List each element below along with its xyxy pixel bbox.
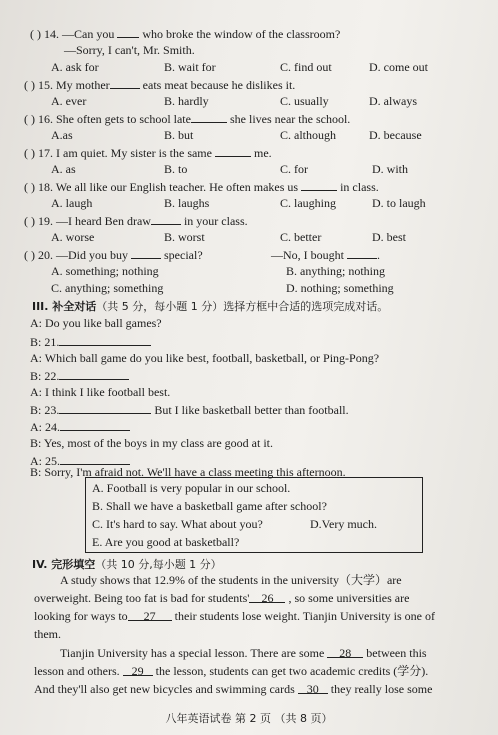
section-4-heading: IV. 完形填空（共 10 分,每小题 1 分） [32,558,222,571]
answer-blank[interactable] [347,246,377,259]
passage-line: Tianjin University has a special lesson. There are some 28 between this [60,646,427,660]
option-a: A. worse [51,230,95,244]
option-b: B. laughs [164,196,210,210]
passage-line: looking for ways to 27 their students lose weight. Tianjin University is one of [34,609,435,623]
option-d: D. always [369,94,417,108]
blank-28[interactable]: 28 [327,645,363,658]
dialog-line: B: 22. [30,367,129,385]
answer-blank[interactable] [110,76,140,89]
option-d: D. with [372,162,408,176]
question-20: ( ) 20. —Did you buy special? [24,248,203,262]
option-b: B. wait for [164,60,216,74]
question-20-reply: —No, I bought . [271,248,380,262]
question-17: ( ) 17. I am quiet. My sister is the same me. [24,146,272,160]
option-c: C. find out [280,60,332,74]
option-c: C. anything; something [51,281,164,295]
answer-blank[interactable] [191,110,227,123]
option-e: E. Are you good at basketball? [92,535,240,549]
dialog-line: B: 21. [30,333,151,351]
dialog-line: B: Yes, most of the boys in my class are good at it. [30,436,273,450]
dialog-line: A: Do you like ball games? [30,316,162,330]
option-a: A. as [51,162,76,176]
dialog-line: B: 23. But I like basketball better than football. [30,403,349,417]
question-19: ( ) 19. —I heard Ben draw in your class. [24,214,248,228]
option-d: D. best [372,230,406,244]
option-c: C. for [280,162,308,176]
option-a: A. Football is very popular in our school. [92,481,291,495]
option-d: D. because [369,128,422,142]
question-15: ( ) 15. My mother eats meat because he dislikes it. [24,78,296,92]
option-b: B. anything; nothing [286,264,385,278]
option-b: B. to [164,162,188,176]
option-b: B. hardly [164,94,209,108]
blank-27[interactable]: 27 [128,608,172,621]
option-c: C. It's hard to say. What about you? [92,517,263,531]
dialog-line: A: Which ball game do you like best, football, basketball, or Ping-Pong? [30,351,380,365]
passage-line: A study shows that 12.9% of the students in the university（大学）are [60,573,402,587]
question-16: ( ) 16. She often gets to school late she lives near the school. [24,112,351,126]
options-box [85,477,423,553]
answer-blank[interactable] [151,212,181,225]
option-d: D. come out [369,60,428,74]
dialog-line: A: I think I like football best. [30,385,171,399]
option-d: D.Very much. [310,517,377,531]
answer-blank[interactable] [215,144,251,157]
answer-blank[interactable] [301,178,337,191]
answer-blank[interactable] [131,246,161,259]
option-b: B. but [164,128,194,142]
dialog-line: B: Sorry, I'm afraid not. We'll have a class meeting this afternoon. [30,465,346,479]
answer-blank[interactable] [117,25,139,38]
passage-line: lesson and others. 29 the lesson, students can get two academic credits (学分). [34,664,429,678]
option-d: D. to laugh [372,196,426,210]
option-b: B. worst [164,230,205,244]
page-footer: 八年英语试卷 第 2 页 （共 8 页） [165,712,333,725]
option-d: D. nothing; something [286,281,394,295]
passage-line: overweight. Being too fat is bad for students' 26 , so some universities are [34,591,410,605]
question-14-reply: —Sorry, I can't, Mr. Smith. [64,43,195,57]
blank-30[interactable]: 30 [298,681,328,694]
blank-26[interactable]: 26 [249,590,285,603]
answer-blank[interactable] [59,333,151,346]
section-3-heading: III. 补全对话（共 5 分，每小题 1 分）选择方框中合适的选项完成对话。 [32,300,389,313]
answer-blank[interactable] [59,401,151,414]
option-a: A. laugh [51,196,93,210]
question-18: ( ) 18. We all like our English teacher. He often makes us in class. [24,180,379,194]
option-c: C. usually [280,94,329,108]
option-a: A. ask for [51,60,99,74]
option-a: A.as [51,128,73,142]
passage-line: them. [34,627,61,641]
dialog-line: A: 25. [30,452,130,470]
passage-line: And they'll also get new bicycles and swimming cards 30 they really lose some [34,682,433,696]
option-a: A. something; nothing [51,264,159,278]
dialog-line: A: 24. [30,418,130,436]
option-c: C. better [280,230,322,244]
option-c: C. laughing [280,196,336,210]
question-14: ( ) 14. —Can you who broke the window of the classroom? [30,27,341,41]
option-a: A. ever [51,94,87,108]
answer-blank[interactable] [60,418,130,431]
blank-29[interactable]: 29 [123,663,153,676]
answer-blank[interactable] [59,367,129,380]
option-c: C. although [280,128,336,142]
option-b: B. Shall we have a basketball game after school? [92,499,327,513]
